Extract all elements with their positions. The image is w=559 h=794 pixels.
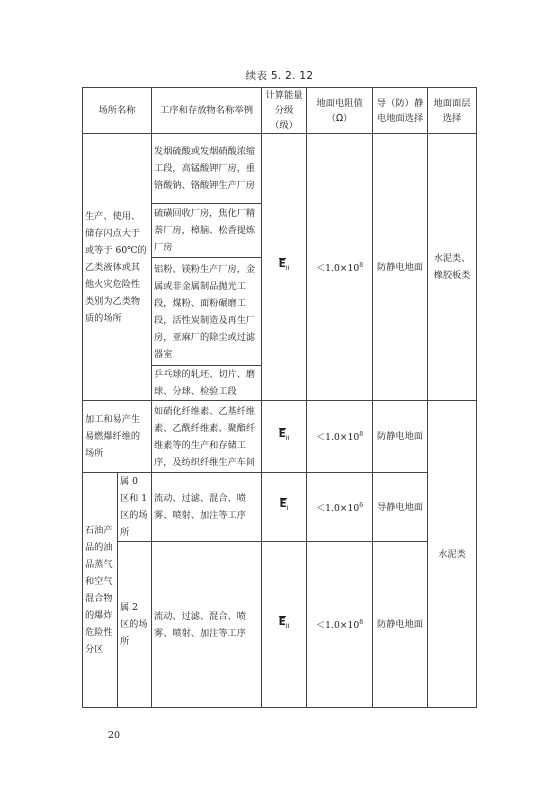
header-grade: 计算能量分级（级） [262,88,307,134]
header-resistance: 地面电阻值（Ω） [307,88,373,134]
grade-cell [262,134,307,401]
antistatic-cell: 防静电地面 [373,134,428,401]
process-cell: 铝粉、镁粉生产厂房，金属或非金属制品抛光工段，煤粉、面粉碾磨工段，活性炭制造及再生厂房，亚麻厂的除尘或过滤器室 [152,258,262,366]
resistance-cell: $<1.0\times 10^6$ [307,473,373,542]
table-row [83,542,477,708]
header-surface: 地面面层选择 [428,88,477,134]
zone-cell: 属 0 区和 1 区的场所 [118,473,152,542]
resistance-cell: $<1.0\times 10^8$ [307,401,373,473]
grade-symbol: $E_I$ [279,498,289,513]
antistatic-cell: 导静电地面 [373,473,428,542]
resistance-cell: $<1.0\times 10^8$ [307,542,373,708]
place-cell: 生产、使用、储存闪点大于或等于 60℃的乙类液体或其他火灾危险性类别为乙类物质的场所 [83,134,152,401]
header-place: 场所名称 [83,88,152,134]
grounding-spec-table [82,87,477,708]
surface-cell: 水泥类 [428,401,477,708]
table-row [83,134,477,204]
process-cell: 硫磺回收厂房，焦化厂精萘厂房，樟脑、松香提炼厂房 [152,204,262,258]
grade-cell [262,542,307,708]
grade-cell [262,473,307,542]
antistatic-cell: 防静电地面 [373,542,428,708]
grade-cell [262,401,307,473]
grade-symbol: $E_{II}$ [278,615,290,631]
header-row [83,88,477,134]
table-row [83,473,477,542]
grade-symbol: $E_{II}$ [278,258,290,273]
process-cell: 流动、过滤、混合、喷雾、喷射、加注等工序 [152,542,262,708]
table-row [83,401,477,473]
grade-symbol: $E_{II}$ [278,427,290,443]
resistance-cell: $<1.0\times 10^8$ [307,134,373,401]
process-cell: 发烟硫酸或发烟硝酸浓缩工段，高锰酸钾厂房，重铬酸钠、铬酸钾生产厂房 [152,134,262,204]
header-process: 工序和存放物名称举例 [152,88,262,134]
process-cell: 流动、过滤、混合、喷雾、喷射、加注等工序 [152,473,262,542]
header-antistatic: 导（防）静电地面选择 [373,88,428,134]
antistatic-cell: 防静电地面 [373,401,428,473]
surface-cell: 水泥类、橡胶板类 [428,134,477,401]
zone-cell: 属 2 区的场所 [118,542,152,708]
process-cell: 乒乓球的轧坯、切片、磨球、分球、检验工段 [152,366,262,401]
place-cell: 加工和易产生易燃爆纤维的场所 [83,401,152,473]
place-cell: 石油产品的油品蒸气和空气混合物的爆炸危险性分区 [83,473,118,708]
page-number: 20 [108,730,121,741]
table-caption: 续表 5. 2. 12 [245,70,314,82]
process-cell: 如硝化纤维素、乙基纤维素、乙酰纤维素、聚酯纤维素等的生产和存储工序，及纺织纤维生产车间 [152,401,262,473]
